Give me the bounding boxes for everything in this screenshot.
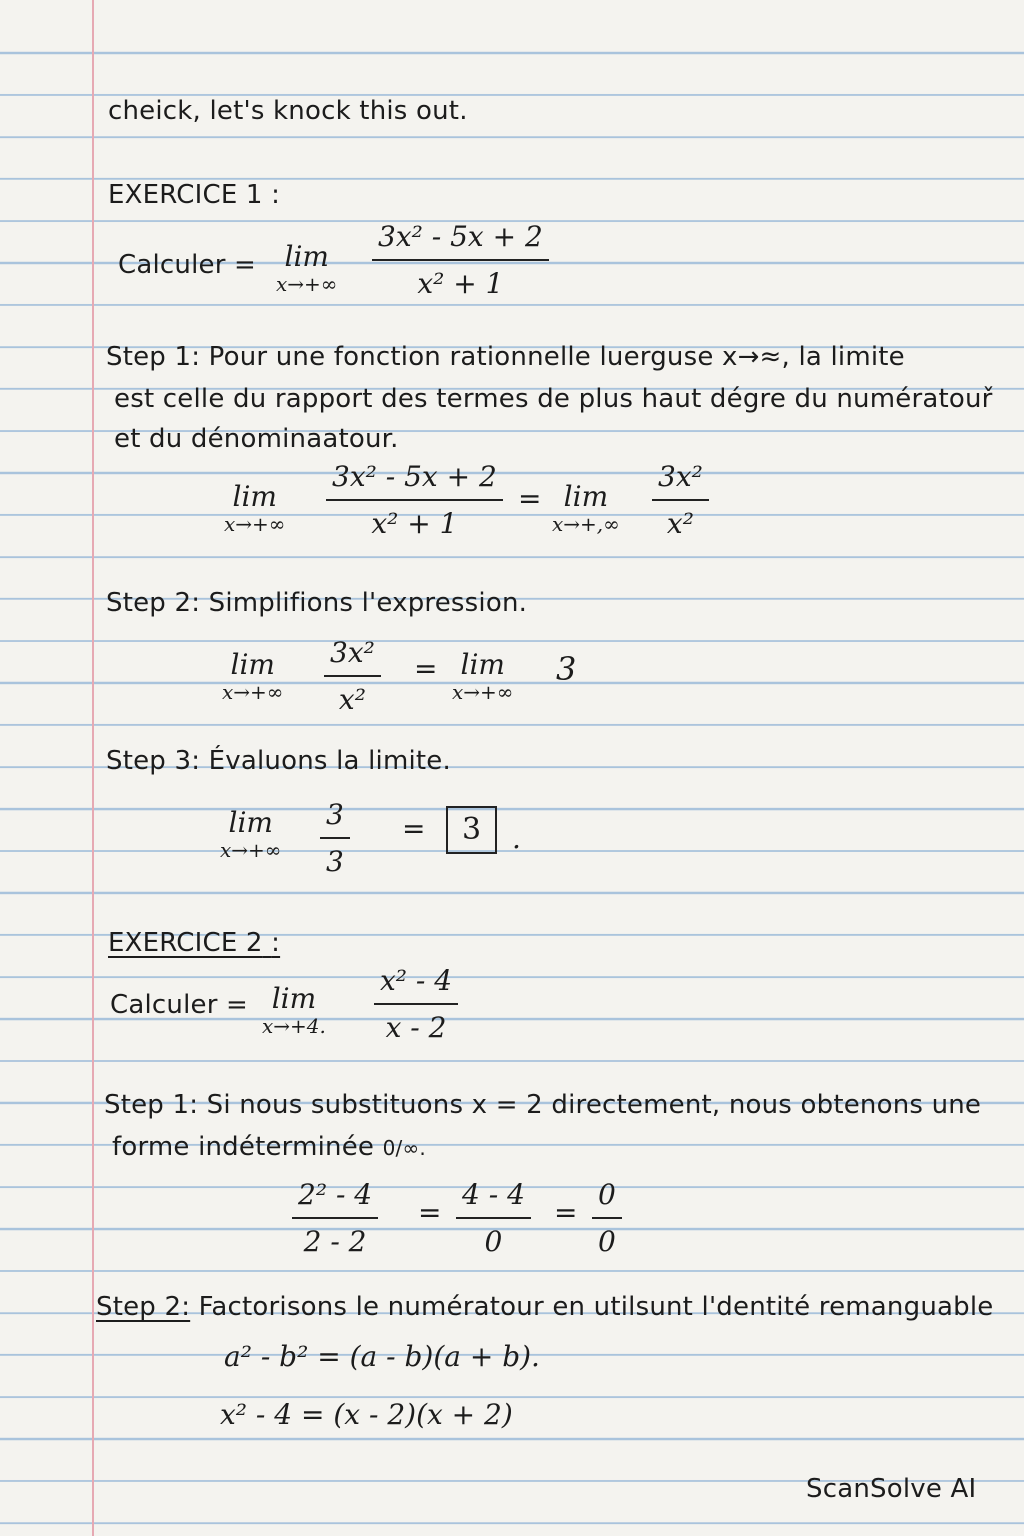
- ex2-step1-fraction-3: 0 0: [592, 1178, 622, 1258]
- ex1-step2-result: 3: [556, 650, 577, 688]
- ex1-step2-equals: =: [414, 652, 438, 685]
- ex1-step2-fraction: 3x² x²: [324, 636, 381, 716]
- ex2-calc-label: Calculer =: [110, 990, 249, 1020]
- ex2-step1: Step 1: Si nous substituons x = 2 directement, nous obtenons une: [104, 1090, 982, 1120]
- ex2-fraction: x² - 4 x - 2: [374, 964, 458, 1044]
- ex1-step1-equals: =: [518, 482, 542, 515]
- ex1-step3-equals: =: [402, 812, 426, 845]
- ex2-identity: a² - b² = (a - b)(a + b).: [224, 1340, 540, 1373]
- ex1-fraction: 3x² - 5x + 2 x² + 1: [372, 220, 549, 300]
- ex2-step2: Step 2: Factorisons le numératour en utilsunt l'dentité remanguable: [96, 1292, 994, 1322]
- ex1-step1-fraction-right: 3x² x²: [652, 460, 709, 540]
- ex2-step1-equals-2: =: [554, 1196, 578, 1229]
- ex1-step3: Step 3: Évaluons la limite.: [106, 746, 451, 776]
- footer-watermark: ScanSolve AI: [806, 1474, 977, 1504]
- ex1-limit: lim x→+∞: [276, 240, 338, 296]
- ex1-step2-limit-right: lim x→+∞: [452, 648, 514, 704]
- ex1-step1-line2: est celle du rapport des termes de plus haut dégre du numératouř: [114, 384, 993, 414]
- ex1-step1: Step 1: Pour une fonction rationnelle luerguse x→≈, la limite: [106, 342, 905, 372]
- exercise-2-title: EXERCICE 2 :: [108, 928, 281, 958]
- margin-line: [92, 0, 94, 1536]
- ex1-step3-fraction: 3 3: [320, 798, 350, 878]
- ex1-answer-period: .: [512, 822, 521, 855]
- ex1-step1-line3: et du dénominaatour.: [114, 424, 399, 454]
- ex1-step1-fraction-left: 3x² - 5x + 2 x² + 1: [326, 460, 503, 540]
- ex2-step1-fraction-2: 4 - 4 0: [456, 1178, 531, 1258]
- intro-text: cheick, let's knock this out.: [108, 96, 468, 126]
- ex1-step1-limit-left: lim x→+∞: [224, 480, 286, 536]
- ex1-boxed-answer: 3: [446, 806, 497, 854]
- ex2-step1-fraction-1: 2² - 4 2 - 2: [292, 1178, 378, 1258]
- ex1-step2-limit-left: lim x→+∞: [222, 648, 284, 704]
- exercise-1-title: EXERCICE 1 :: [108, 180, 281, 210]
- ex2-step1-equals-1: =: [418, 1196, 442, 1229]
- ex1-step2: Step 2: Simplifions l'expression.: [106, 588, 528, 618]
- ex1-calc-label: Calculer =: [118, 250, 257, 280]
- ex1-step1-limit-right: lim x→+,∞: [552, 480, 620, 536]
- ex2-step1-line2: forme indéterminée 0/∞.: [112, 1132, 426, 1162]
- ex1-step3-limit: lim x→+∞: [220, 806, 282, 862]
- ex2-factored: x² - 4 = (x - 2)(x + 2): [220, 1398, 513, 1431]
- ex2-limit: lim x→+4.: [262, 982, 326, 1038]
